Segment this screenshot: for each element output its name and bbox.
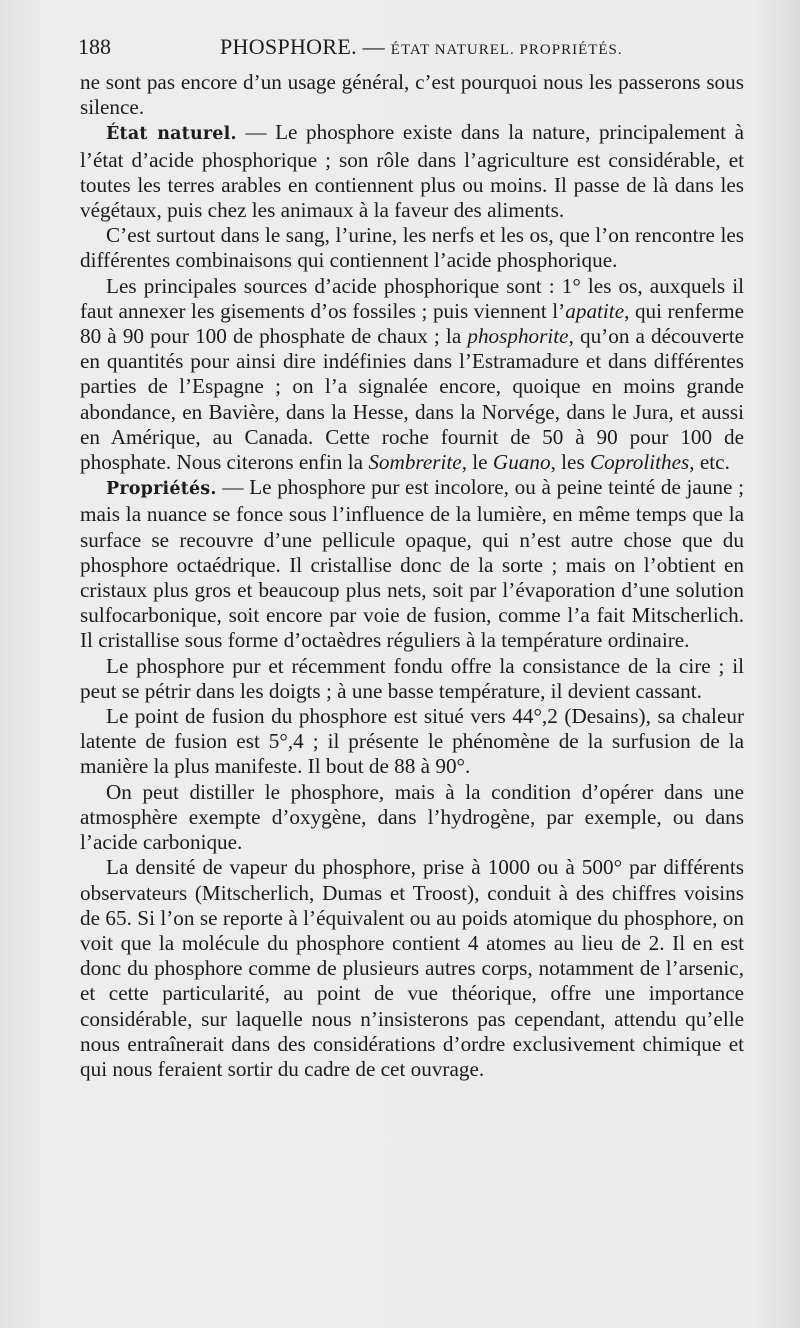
text-run: , etc. — [689, 450, 730, 475]
paragraph-consistance: Le phosphore pur et récemment fondu offre la consistance de la cire ; il peut se pétrir dans les doigts ; à une basse température, il devient cassant. — [80, 653, 744, 703]
paragraph-fusion: Le point de fusion du phosphore est situé vers 44°,2 (Desains), sa chaleur latente de fusion est 5°,4 ; il présente le phénomène de la surfusion de la manière la plus manifeste. Il bout de 88 à 90°. — [80, 704, 744, 779]
section-heading-proprietes: Propriétés. — [106, 479, 217, 500]
italic-term-phosphorite: phosphorite — [467, 324, 569, 349]
paragraph-text: — Le phosphore existe dans la nature, principalement à l’état d’acide phosphorique ; son rôle dans l’agriculture est considérable, et toutes les terres arables en contiennent plus ou moins. Il passe de là dans les végétaux, puis chez les animaux à la faveur des aliments. — [80, 120, 744, 223]
running-title — [220, 34, 623, 60]
running-title-main: PHOSPHORE. — — [220, 34, 391, 59]
text-run: , les — [550, 450, 591, 475]
paragraph-etat-naturel — [80, 120, 744, 223]
paragraph-densite: La densité de vapeur du phosphore, prise à 1000 ou à 500° par différents observateurs (Mitscherlich, Dumas et Troost), conduit à des chiffres voisins de 65. Si l’on se reporte à l’équivalent ou au poids atomique du phosphore, on voit que la molécule du phosphore contient 4 atomes au lieu de 2. Il en est donc du phosphore comme de plusieurs autres corps, notamment de l’arsenic, et cette particularité, au point de vue théorique, offre une importance considérable, sur laquelle nous n’insisterons pas cependant, attendu qu’elle nous entraînerait dans des considérations d’ordre exclusivement chimique et qui nous feraient sortir du cadre de cet ouvrage. — [80, 855, 744, 1081]
italic-term-coprolithes: Coprolithes — [590, 450, 690, 475]
italic-term-sombrerite: Sombrerite — [368, 450, 462, 475]
italic-term-apatite: apatite — [565, 298, 625, 323]
section-heading-etat-naturel: État naturel. — [106, 124, 237, 145]
paragraph-sources — [80, 274, 744, 476]
text-run: , qui renferme 80 à 90 pour 100 de phosphate de chaux ; la — [80, 298, 745, 349]
running-title-smallcaps: ÉTAT NATUREL. PROPRIÉTÉS. — [390, 42, 623, 58]
paragraph-sang: C’est surtout dans le sang, l’urine, les nerfs et les os, que l’on rencontre les différentes combinaisons qui contiennent l’acide phosphorique. — [80, 223, 744, 273]
paragraph-distiller: On peut distiller le phosphore, mais à la condition d’opérer dans une atmosphère exempte d’oxygène, dans l’hydrogène, par exemple, ou dans l’acide carbonique. — [80, 779, 744, 855]
paragraph-text: — Le phosphore pur est incolore, ou à peine teinté de jaune ; mais la nuance se fonce sous l’influence de la lumière, en même temps que la surface se recouvre d’une pellicule opaque, qui n’est autre chose que du phosphore octaédrique. Il cristallise donc de la sorte ; mais on l’obtient en cristaux plus gros et beaucoup plus nets, soit par l’évaporation d’une solution sulfocarbonique, soit encore par voie de fusion, comme l’a fait Mitscherlich. Il cristallise sous forme d’octaèdres réguliers à la température ordinaire. — [80, 475, 744, 653]
italic-term-guano: Guano — [492, 450, 551, 475]
text-run: Les principales sources d’acide phosphorique sont : 1° les os, auxquels il faut annexer les gisements d’os fossiles ; puis viennent l’ — [80, 273, 744, 323]
page-number: 188 — [78, 34, 111, 59]
body-text — [80, 70, 744, 1082]
running-header — [78, 34, 738, 64]
paragraph-proprietes — [80, 475, 744, 653]
paragraph-continued: ne sont pas encore d’un usage général, c’est pourquoi nous les passerons sous silence. — [80, 70, 744, 120]
text-run: , qu’on a découverte en quantités pour ainsi dire indéfinies dans l’Estramadure et dans différentes parties de l’Espagne ; on l’a signalée encore, quoique en moins grande abondance, en Bavière, dans la Hesse, dans la Norvége, dans le Jura, et aussi en Amérique, au Canada. Cette roche fournit de 50 à 90 pour 100 de phosphate. Nous citerons enfin la — [80, 324, 744, 475]
text-run: , le — [461, 450, 493, 475]
